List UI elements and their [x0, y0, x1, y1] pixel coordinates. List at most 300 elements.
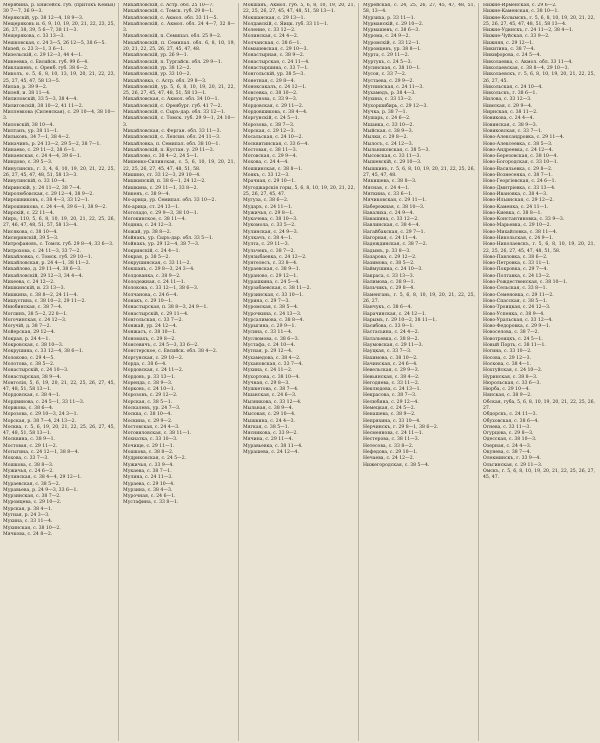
index-entry: Ново-Алексеевка, с. 38 5—3. — [483, 141, 553, 147]
index-entry: Ново-Васильевка, с. 29 8—2. — [483, 166, 553, 172]
index-entry: Никифорова, с. 24 5—4. — [483, 53, 542, 59]
index-entry: Мордвинова, с. 24 5—1, 33 11—3. — [3, 399, 85, 405]
index-entry: Мукаева, с. 38 7—1. — [123, 468, 172, 474]
index-entry: Мусоя, с. 33 7—2. — [363, 72, 407, 78]
index-entry: Молотова, с. 38 5—2. — [3, 361, 55, 367]
index-entry: Нохтуйская, с. 24 10—2. — [483, 368, 543, 374]
index-entry: Нелюбина, с. 29 12—4. — [363, 399, 419, 405]
index-entry: Мухамедова, с. 38 4—2. — [243, 355, 301, 361]
index-entry: Никитина, с. 38 7—4. — [483, 47, 536, 53]
index-entry: Мокшанъ, Акмол. губ. 5, 6, 8, 10, 19, 20, 21, 22, 25, 26, 27, 45, 47, 48, 51, 58 13—1. — [243, 3, 355, 15]
index-entry: Муравьева, р. 24 9—3, 33 6—1. — [3, 487, 78, 493]
index-entry: Нахимова, с. 38 10—2. — [363, 355, 418, 361]
index-entry: Мячкова, с. 24 8—2. — [3, 531, 53, 537]
index-entry: Нижне-Ирменская, с. 29 6—2. — [483, 3, 557, 8]
index-entry: Митрохова, с. 24 11—3, 33 7—2. — [3, 248, 81, 254]
index-entry: Мухортова, с. 38 10—4. — [243, 374, 300, 380]
index-entry: Налимова, с. 38 9—1. — [363, 280, 416, 286]
index-entry: Наумовская, с. 29 11—3. — [363, 343, 423, 349]
index-entry: Мульчекъ, с. 38 7—2. — [243, 248, 295, 254]
index-entry: Ново-Никольская, с. 24 9—1. — [483, 235, 554, 241]
index-entry: Мо-арица, ур. Семипал. обл. 33 10—2. — [123, 198, 216, 204]
index-entry: Мурома, с. 24 9—2. — [363, 34, 411, 40]
index-entry: Нуринская, с. 38 8—3. — [483, 374, 538, 380]
index-entry: Мураева, с. 29 10—4. — [123, 481, 175, 487]
index-entry: Михайловка, п. Семипал. обл. 38 10—1. — [123, 141, 220, 147]
index-entry: Мусина, с. 33 11—4. — [243, 330, 293, 336]
index-entry: Молоково, с. 29 4—5. — [3, 355, 55, 361]
index-entry: Мишенко-Силинская, с. 5, 6, 10, 19, 20, 21, 22, 25, 26, 27, 45, 47, 48, 51, 58. — [123, 160, 235, 172]
index-entry: Непряхина, с. 33 10—4. — [363, 418, 421, 424]
index-entry: Новикова, с. 24 4—4. — [483, 116, 535, 122]
index-entry: Миллевкова (Силенская), с. 29 10—4, 38 10—3. — [3, 110, 115, 122]
index-entry: Муромцева, с. 29 10—2. — [3, 500, 62, 506]
index-entry: Начинская, с. 24 6—4. — [363, 361, 418, 367]
index-entry: Муромскій, с. 33 12—1. — [363, 40, 421, 46]
index-entry: Мишустина, с. 38 10—2, 29 11—2. — [3, 298, 86, 304]
index-entry: Москина, с. 29 9—2. — [123, 418, 173, 424]
index-entry: Монастыршина, с. 33 7—1. — [243, 65, 309, 71]
index-entry: Мяткина, с. 33 6—1. — [363, 191, 413, 197]
index-entry: Мудриковская, с. 24 5—2. — [123, 456, 187, 462]
index-entry: Мокровская, с. 38 10—3. — [3, 343, 64, 349]
index-entry: Назимова, с. 38 5—2. — [363, 261, 415, 267]
index-entry: Михайловскій, ур. 5, 6, 8, 10, 19, 20, 21, 22, 25, 26, 27, 45, 47, 48, 51, 58 13—1. — [123, 84, 235, 97]
index-entry: Мугуза, с. 38 6—2. — [243, 198, 289, 204]
index-entry: Монгольская, с. 33 7—2. — [123, 317, 183, 323]
index-entry: Мохнатка, с. 33 10—3. — [123, 437, 178, 443]
index-entry: Мухина, с. 33 13—2. — [363, 97, 413, 103]
index-entry: Мыльниковская, с. 38 5—3. — [363, 147, 430, 153]
index-entry: Мулина, с. 24 11—3. — [123, 475, 173, 481]
index-entry: Мисякова, с. 38 10—4. — [3, 229, 58, 235]
index-entry: Михайловскій, п. Кустан. у. 29 11—3. — [123, 147, 215, 153]
index-entry: Михайловская, с. Акмол. обл. 34 10—1. — [123, 97, 219, 103]
index-entry: Мышкинъ, г. 5, 6, 8, 10, 19, 20, 21, 22, 25, 26, 27, 45, 47, 48. — [363, 166, 475, 179]
index-entry: Моргунская, с. 29 10—2. — [123, 355, 184, 361]
index-entry: Мерякскій, ур. 38 12—4, 18 9—3. — [3, 15, 84, 21]
index-entry: Мордовская, с. 38 4—1. — [3, 393, 61, 399]
index-entry: Мысовая, с. 29 10—4. — [243, 412, 296, 418]
index-entry: Николаевская, с. 38 8—4, 29 10—3. — [483, 65, 569, 71]
index-entry: Мойнакъ, ур. 29 12—4, 38 7—3. — [123, 242, 200, 248]
index-entry: Мокшанъ, с. 29 8—3, 24 3—4. — [123, 267, 195, 273]
index-entry: Ново-Александровка, с. 29 11—4. — [483, 135, 565, 141]
index-entry: Муртукъ, с. 24 5—3. — [363, 59, 413, 65]
index-entry: Микеевка, с. Евсийск. губ. 99 6—4. — [3, 59, 89, 65]
index-entry: Нижне-Удинскъ, г. 24 11—2, 38 4—1. — [483, 28, 574, 34]
index-entry: Муслюмова, с. 38 6—3. — [243, 336, 300, 342]
index-entry: Монсевичъ, с. 24 5—3, 33 6—2. — [123, 343, 199, 349]
index-entry: Ново-Семеновка, с. 29 11—2. — [483, 292, 554, 298]
index-entry: Надеждинская, с. 38 7—2. — [363, 242, 428, 248]
index-entry: Монакъ, с. 29 10—1. — [123, 298, 173, 304]
index-entry: Монастырскій, с. 29 11—4. — [123, 311, 189, 317]
index-entry: Ново-Полтавка, с. 24 13—2. — [483, 273, 551, 279]
index-entry: Морозова, с. 29 10—3, 24 3—1. — [3, 412, 78, 418]
index-entry: Нерчинскъ, г. 29 8—1, 38 6—2. — [363, 424, 439, 430]
index-entry: Мохова, с. 24 4—4. — [243, 160, 289, 166]
index-entry: Олекминскъ, г. 33 9—4. — [483, 456, 541, 462]
index-entry: Ново-Андреевка, с. 24 12—4. — [483, 147, 554, 153]
index-entry: Мураново, с. 29 12—1. — [243, 273, 298, 279]
index-entry: Милиговскій, 38 10—2, 41 11—2. — [3, 103, 84, 109]
index-entry: Момашевская, с. 29 10—3. — [243, 47, 308, 53]
index-entry: Носова, с. 29 12—3. — [483, 355, 531, 361]
index-entry: Мураевская, с. 38 9—1. — [243, 267, 301, 273]
index-entry: Нарачинская, с. 24 12—1. — [363, 311, 427, 317]
index-entry: Мурина, с. 29 7—3. — [243, 298, 290, 304]
index-entry: Мухина, с. 33 11—4. — [3, 519, 53, 525]
index-entry: Нюрба, с. 29 10—4. — [483, 387, 530, 393]
index-entry: Новотроицкъ, с. 24 5—1. — [483, 336, 543, 342]
index-entry: Мерябина, р. Енисейск. губ. (притокъ Кемьи) 30 7—7, 36 9—3. — [3, 3, 115, 15]
index-entry: Мурыгина, с. 29 9—1. — [243, 324, 296, 330]
index-entry: Мышевскій, с. 29 10—3. — [363, 160, 422, 166]
index-entry: Морская, с. 29 12—3. — [243, 128, 296, 134]
index-entry: Михеева, с. 24 12—2. — [3, 280, 55, 286]
index-entry: Морозовъ, с. 29 12—2. — [123, 393, 178, 399]
index-entry: Мусинская, с. 38 10—1. — [363, 65, 421, 71]
index-entry: Ново-Спасская, с. 38 5—1. — [483, 298, 548, 304]
index-entry: Москва, г. 5, 6, 19, 20, 21, 22, 25, 26, 27, 45, 47, 48, 51, 58 13—1. — [3, 424, 115, 437]
index-column-5 — [483, 3, 598, 741]
index-entry: Ольгинская, с. 29 11—3. — [483, 462, 543, 468]
index-entry: Монетная, с. 29 8—4. — [243, 78, 296, 84]
index-entry: Мирскій, с. 22 11—4. — [3, 210, 55, 216]
index-entry: Некрасова, с. 38 7—3. — [363, 393, 417, 399]
index-entry: Нагайбакская, с. 29 7—1. — [363, 229, 426, 235]
index-entry: Морская, р. 38 7—4, 24 13—2. — [3, 418, 77, 424]
index-entry: Мужичья, с. 33 9—4. — [123, 462, 174, 468]
index-entry: Мошкова, с. 38 8—2. — [123, 450, 174, 456]
index-entry: Нестерова, с. 38 11—3. — [363, 437, 420, 443]
index-entry: Новиковская, с. 33 7—1. — [483, 128, 543, 134]
index-entry: Ново-Рождественская, с. 38 10—1. — [483, 280, 568, 286]
index-entry: Муромская, с. 38 5—4. — [243, 305, 299, 311]
index-entry: Морозова, с. 38 7—3. — [243, 122, 295, 128]
index-entry: Молдавскій, с. Яицк. губ. 33 11—1. — [243, 21, 329, 27]
index-entry: Ново-Михайловка, с. 38 11—4. — [483, 229, 558, 235]
index-entry: Нижняя, с. 29 12—1. — [483, 40, 534, 46]
index-entry: Мылки, с. 29 8—2. — [363, 135, 408, 141]
index-entry: Монастырная, с. 38 9—2. — [243, 53, 305, 59]
index-entry: Ново-Дмитріевка, с. 33 13—4. — [483, 185, 556, 191]
index-entry: Мутная, р. 29 12—4. — [243, 349, 293, 355]
index-entry: Мирошникова, с. 24 4—4, 39 6—1, 38 9—2. — [3, 204, 107, 210]
index-entry: Мурзинская, с. 38 7—2. — [3, 494, 61, 500]
index-entry: Мономахъ, с. 29 8—2. — [123, 336, 176, 342]
index-entry: Нагорная, с. 24 11—4. — [363, 235, 418, 241]
index-entry: Ново-Троицкая, с. 24 12—3. — [483, 305, 551, 311]
index-entry: Новый Порть, с. 38 11—1. — [483, 343, 546, 349]
index-entry: Мошкинская, с. 38 8—1. — [243, 166, 303, 172]
index-column-1 — [3, 3, 119, 741]
index-entry: Миколъ, о. 5, 6, 8, 10, 13, 19, 20, 21, 22, 23, 25, 27, 45, 47, 58 13—5. — [3, 72, 115, 84]
index-entry: Огнева, с. 33 11—3. — [483, 424, 531, 430]
index-entry: Моголадо, с. 29 9—3, 38 10—1. — [123, 210, 199, 216]
index-entry: Москалевъ, ур. 24 7—3. — [123, 406, 181, 411]
index-entry: Немецкая, с. 24 5—2. — [363, 406, 416, 411]
index-entry: Мишино, ст. 33 12—3, 29 10—4. — [123, 173, 201, 179]
index-entry: Ново-Николаевскъ, г. 5, 6, 8, 10, 19, 20, 21, 22, 25, 26, 27, 45, 47, 48, 51, 58. — [483, 242, 595, 254]
index-entry: Мошкова, с. 38 8—3. — [3, 462, 54, 468]
index-entry: Нижне-Чуйская, с. 33 9—2. — [483, 34, 550, 40]
index-entry: Носкова, с. 38 4—1. — [483, 361, 531, 367]
index-entry: Обская, губа, 5, 6, 8, 10, 19, 20, 21, 22, 25, 26, 27. — [483, 399, 595, 411]
index-entry: Нефедова, с. 29 10—1. — [363, 450, 418, 456]
index-entry: Нянская, с. 38 9—2. — [483, 393, 532, 399]
index-entry: Михайловскій, с. Томск. губ. 29 9—1, 24 10—3. — [123, 116, 235, 128]
index-entry: Никольская, с. 24 10—4. — [483, 84, 543, 90]
index-entry: Морковъ, с. 24 10—1. — [123, 387, 176, 393]
index-entry: Мочище, с. 29 11—1. — [123, 443, 175, 449]
index-entry: Мостовая, с. 29 11—2. — [3, 443, 58, 449]
index-entry: Мордовъ, р. 33 13—1. — [123, 374, 176, 380]
index-entry: Мокрушина, с. 33 12—4, 38 6—1. — [3, 349, 84, 355]
index-entry: Милей, и. 38 11—4. — [3, 91, 51, 97]
index-entry: Моглинъ, 38 5—2, 22 8—1. — [3, 311, 68, 317]
index-column-4 — [363, 3, 479, 741]
index-entry: Мостовская, с. 24 4—3. — [123, 424, 180, 430]
index-entry: Мизей, о. 23 3—1, 3 6—1. — [3, 47, 65, 53]
index-entry: Михайловскій, ур. 33 10—2. — [123, 72, 192, 78]
index-entry: Монгольскій, ур. 38 5—3. — [243, 72, 305, 78]
index-entry: Мучка, р. 38 7—1. — [363, 110, 408, 116]
index-entry: Молчанова, с. 24 6—4. — [123, 292, 178, 298]
index-entry: Мисюринскій, 39 5—3. — [3, 235, 59, 241]
index-entry: Молинская, с. 24 4—2. — [243, 34, 299, 40]
index-entry: Нетесова, с. 33 8—2. — [363, 443, 414, 449]
index-entry: Модина, с. 24 12—3. — [123, 223, 173, 229]
index-entry: Ново-Успенка, с. 38 9—4. — [483, 311, 545, 317]
index-entry: Мухамедъ, р. 38 4—3. — [363, 91, 416, 97]
index-entry: Моякъ, с. 33 12—3. — [243, 173, 290, 179]
index-entry: Натальевка, с. 38 8—2. — [363, 336, 419, 342]
index-entry: Ново-Березовская, с. 38 10—4. — [483, 154, 558, 160]
index-entry: Назарова, с. 29 12—2. — [363, 254, 417, 260]
index-entry: Мушарь, с. 24 6—2. — [363, 116, 411, 122]
index-entry: Окунева, с. 38 7—4. — [483, 450, 532, 456]
index-entry: Мурочная, с. 24 6—1. — [123, 494, 176, 500]
index-entry: Моржова, с. 38 6—4. — [3, 406, 54, 411]
index-entry: Мызникова, с. 33 12—4. — [243, 399, 302, 405]
index-entry: Мокрушинская, с. 33 11—2. — [123, 261, 192, 267]
index-entry: Мужичья, с. 24 6—2. — [3, 468, 54, 474]
index-entry: Озерная, с. 24 4—3. — [483, 443, 532, 449]
index-entry: Мужичья, с. 29 8—1. — [243, 210, 294, 216]
index-entry: Михайловскій, п. Семипал. обл. 25 9—2. — [123, 34, 222, 40]
index-entry: Мутная, р. 24 3—3. — [3, 513, 50, 519]
index-entry: Мустафина, с. 33 8—1. — [123, 500, 179, 506]
index-entry: Могучій, д. 38 7—2. — [3, 324, 52, 330]
index-entry: Монстерское, с. Евсийск. обл. 38 4—2. — [123, 349, 218, 355]
index-entry: Мойерская, 29 12—4. — [3, 330, 56, 336]
index-entry: Навашина, с. 33 12—2. — [363, 217, 419, 223]
index-entry: Ново-Петровка, с. 33 11—1. — [483, 261, 551, 267]
index-entry: Могочинская, с. 24 12—3. — [3, 317, 67, 323]
index-entry: Мулта, с. 29 11—3. — [243, 242, 290, 248]
index-entry: Ново-Каменка, с. 24 11—1. — [483, 204, 549, 210]
index-entry: Мишкинскій, и. 23 13—3. — [3, 286, 66, 292]
index-entry: Можай, ур. 38 8—2. — [123, 229, 172, 235]
index-entry: Мыльная, с. 38 9—4. — [243, 406, 294, 411]
index-entry: Мясная, с. 24 4—1. — [363, 185, 410, 191]
index-entry: Неклюдова, с. 24 13—1. — [363, 387, 421, 393]
index-entry: Ново-Ивановка, с. 38 4—3. — [483, 191, 548, 197]
index-entry: Мнкенъ, с. 38 9—4. — [123, 191, 170, 197]
index-entry: Москвитинская, с. 33 6—4. — [243, 141, 309, 147]
index-entry: Муромцевъ, ур. 38 8—1. — [363, 47, 422, 53]
index-entry: Мурзина, с. 38 4—3. — [123, 487, 173, 493]
index-entry: Мохова, с. 33 7—3. — [3, 456, 49, 462]
index-entry: Мурочкина, с. 24 13—3. — [243, 311, 302, 317]
index-entry: Ново-Константиновка, с. 33 9—3. — [483, 217, 565, 223]
index-entry: Молокова, с. 33 12—1, 38 6—3. — [123, 286, 199, 292]
index-entry: Мукачева, с. 38 10—3. — [243, 217, 298, 223]
index-entry: Мулинская, с. 24 9—3. — [243, 229, 299, 235]
index-entry: Мясникова, с. 33 9—2. — [243, 431, 298, 437]
index-entry: Моление, с. 33 12—2. — [243, 28, 296, 34]
index-entry: Огурцова, с. 29 8—3. — [483, 431, 534, 437]
index-entry: Мурзинская, с. 33 10—1. — [243, 292, 304, 298]
index-entry: Миринскій, у. 24 11—2, 38 7—4. — [3, 185, 82, 191]
index-entry: Монжай, ур. 24 12—4. — [123, 324, 178, 330]
index-entry: Новоселова, с. 38 7—2. — [483, 330, 540, 336]
index-entry: Мыйская, с. 38 9—3. — [363, 128, 414, 134]
index-entry: Михайловка, с. Томск. губ. 29 10—1. — [3, 254, 93, 260]
index-entry: Нюрольская, с. 33 6—3. — [483, 380, 541, 386]
index-entry: Нижегородская, с. 38 5—4. — [363, 462, 430, 468]
index-entry: Мордовшикова, с. 38 4—4. — [243, 110, 308, 116]
index-entry: Ново-Павловка, с. 38 6—2. — [483, 254, 548, 260]
index-entry: Моноксакалъ, с. 24 12—1. — [243, 84, 307, 90]
index-entry: Мударъ, с. 24 11—1. — [243, 204, 293, 210]
index-entry: Монастырская, 38 9—4. — [3, 374, 62, 380]
index-entry: Молодежная, с. 24 11—1. — [123, 280, 186, 286]
index-entry: Москвина, с. 38 9—1. — [3, 437, 55, 443]
index-entry: Одесская, с. 38 10—3. — [483, 437, 537, 443]
index-entry: Мотовиловская, с. 38 11—1. — [123, 431, 192, 437]
index-entry: Мякишева, с. 38 8—3. — [363, 179, 417, 185]
index-entry: Мурашкина, с. 24 5—4. — [243, 280, 300, 286]
index-entry: Мунтелесъ, с. 33 8—4. — [243, 261, 298, 267]
index-entry: Монастырская, с. 24 11—4. — [243, 59, 310, 65]
index-entry: Мугоджарскія горы, 5, 6, 8, 10, 19, 20, 21, 22, 25, 26, 27, 45, 47. — [243, 185, 355, 197]
index-entry: Мячина, с. 29 11—4. — [243, 437, 294, 443]
index-entry: Михайловскій, ур. 38 12—2. — [123, 65, 192, 71]
index-entry: Мячиковская, с. 29 11—1. — [363, 198, 427, 204]
index-entry: Милиловскій, 33 5—3, 38 4—4. — [3, 97, 78, 103]
index-entry: Мурашева, с. 24 12—4. — [243, 450, 299, 456]
index-entry: Михайловскій, п. Семипал. обл. 6, 8, 10, 19, 20, 21, 22, 25, 26, 27, 45, 47, 48. — [123, 40, 235, 53]
index-entry: Ново-Киевка, с. 38 8—1. — [483, 210, 542, 216]
index-entry: Мосальская, с. 24 10—2. — [243, 135, 303, 141]
index-entry: Москва, с. 38 10—4. — [123, 412, 172, 418]
index-entry: Мирошниковъ, с. 38 4—3, 33 12—1. — [3, 198, 90, 204]
index-entry: Михайловскій, с. Акмол. обл. 24 4—7, 32 8—3. — [123, 21, 235, 34]
index-entry: Николаевка, с. Акмол. обл. 33 11—4. — [483, 59, 573, 65]
index-entry: Мурта, с. 29 11—2. — [363, 53, 410, 59]
index-entry: Ново-Георгіевская, с. 24 6—1. — [483, 179, 557, 185]
index-entry: Мылосъ, с. 24 12—3. — [363, 141, 414, 147]
index-entry: Несмеянова, с. 24 11—1. — [363, 431, 424, 437]
index-entry: Мещерякова, с. 33 13—3. — [3, 34, 65, 40]
index-entry: Монжасъ, с. 38 10—1. — [123, 330, 177, 336]
index-entry: Миролюбовская, с. 29 12—4, 38 9—2. — [3, 191, 94, 197]
index-entry: Нарымъ, г. 29 10—2, 38 11—1. — [363, 317, 437, 323]
index-entry: Настасьина, с. 24 4—2. — [363, 330, 420, 336]
index-entry: Мильковъ, 34 7—1, 38 4—2. — [3, 135, 71, 141]
index-entry: Новинская, с. 38 9—3. — [483, 122, 538, 128]
index-entry: Мухинская, с. 38 10—2. — [3, 525, 61, 531]
index-entry: Невьянская, с. 38 4—2. — [363, 374, 420, 380]
index-entry: Ново-Ильинская, с. 29 12—2. — [483, 198, 554, 204]
index-entry: Миклашевъ, с. Оренб. губ. 38 6—2. — [3, 65, 89, 71]
index-entry: Мишкинскій, п. 38 6—1, 24 12—2. — [123, 179, 206, 185]
index-entry: Мухоршибирь, с. 29 12—3. — [363, 103, 428, 109]
index-entry: Миначинъ, р. 24 13—2, 29 5—2, 38 7—1. — [3, 141, 101, 147]
index-entry: Омскъ, г. 5, 6, 8, 10, 19, 20, 21, 22, 25, 26, 27, 45, 47. — [483, 468, 595, 481]
index-entry: Михайлово, с. 38 4—2, 24 5—1. — [123, 154, 199, 160]
index-entry: Молчанская, с. 38 6—1. — [243, 40, 301, 46]
index-entry: Мотыгина, с. 24 12—1, 38 8—4. — [3, 450, 80, 456]
index-entry: Михайлово, д. 29 11—4, 38 6—3. — [3, 267, 82, 273]
index-entry: Михайловскій, п. Тургайск. обл. 29 9—1. — [123, 59, 223, 65]
index-entry: Мухина, с. 24 11—2. — [243, 368, 293, 374]
index-entry: Минаево, с. 29 11—2, 38 6—1. — [3, 147, 76, 153]
index-entry: Михайловскій, с. Томск. губ. 29 8—1. — [123, 9, 214, 15]
index-entry: Нилова, с. 33 12—3. — [483, 97, 532, 103]
index-entry: Мишкина, с. 38 8—2, 24 11—4. — [3, 292, 78, 298]
index-entry: Мустаева, с. 29 9—2. — [363, 78, 414, 84]
index-entry: Мурзиха, р. 33 11—1. — [363, 15, 416, 21]
index-entry: Нирнская, с. 38 11—2. — [483, 110, 538, 116]
index-column-2 — [123, 3, 239, 741]
index-entry: Михайловскій, с. Оренбург. губ. 41 7—2. — [123, 103, 223, 109]
index-entry: Монастырская, п. 38 8—3, 24 9—1. — [123, 305, 208, 311]
index-entry: Михайловскій, ур. 26 9—1. — [123, 53, 189, 59]
index-entry: Насибова, с. 33 9—1. — [363, 324, 414, 330]
index-entry: Ново-Уральская, с. 33 12—4. — [483, 317, 553, 323]
index-entry: Монсевка, с. 38 10—2. — [243, 91, 298, 97]
index-entry: Мукомола, с. 33 5—2. — [243, 223, 296, 229]
index-entry: Михайловскій, с. Сыръ-дар. обл. 33 12—1. — [123, 110, 226, 116]
index-entry: Муравьевка, с. 38 11—4. — [243, 443, 303, 449]
index-entry: Мокрая, р. 24 4—1. — [3, 336, 50, 342]
index-entry: Ново-Федоровка, с. 29 9—1. — [483, 324, 551, 330]
index-entry: Михайловская, р. 24 4—1, 38 11—2. — [3, 261, 91, 267]
index-entry: Наймушина, с. 24 10—3. — [363, 267, 423, 273]
index-entry: Навлинская, с. 38 4—4. — [363, 223, 421, 229]
index-entry: Невельская, с. 29 9—3. — [363, 368, 420, 374]
index-entry: Мурмашевъ, с. 38 6—3. — [363, 28, 420, 34]
index-entry: Набережная, с. 38 10—3. — [363, 204, 425, 210]
index-entry: Митрофановъ, с. Томск. губ. 29 8—4, 33 6—3. — [3, 242, 114, 248]
index-entry: Мучная, с. 29 8—3. — [243, 380, 290, 386]
index-entry: Мутнинская, с. 24 11—3. — [363, 84, 424, 90]
index-entry: Нечаева, с. 24 12—2. — [363, 456, 415, 462]
index-entry: Михайловскій, с. Астр. обл. 25 10—7. — [123, 3, 214, 8]
index-entry: Мокшанская, с. 29 13—1. — [243, 15, 306, 21]
index-entry: Ногина, с. 33 10—2. — [483, 349, 532, 355]
index-entry: Никольскъ, г. 38 6—1. — [483, 91, 537, 97]
index-entry: Мурская, р. 38 4—1. — [3, 506, 53, 512]
index-entry: Мысовская, с. 33 11—3. — [363, 154, 421, 160]
index-entry: Наменгань, г. 5, 6, 8, 10, 19, 20, 21, 22, 25, 26, 27. — [363, 292, 475, 304]
index-entry: Миръ, 110, 5, 6, 8, 10, 19, 20, 21, 22, 25, 26, 27, 46, 47, 48, 51, 57, 58 13—4. — [3, 217, 115, 229]
index-entry: Мизельскій, с. 29 12—3, 44 4—1. — [3, 53, 83, 59]
